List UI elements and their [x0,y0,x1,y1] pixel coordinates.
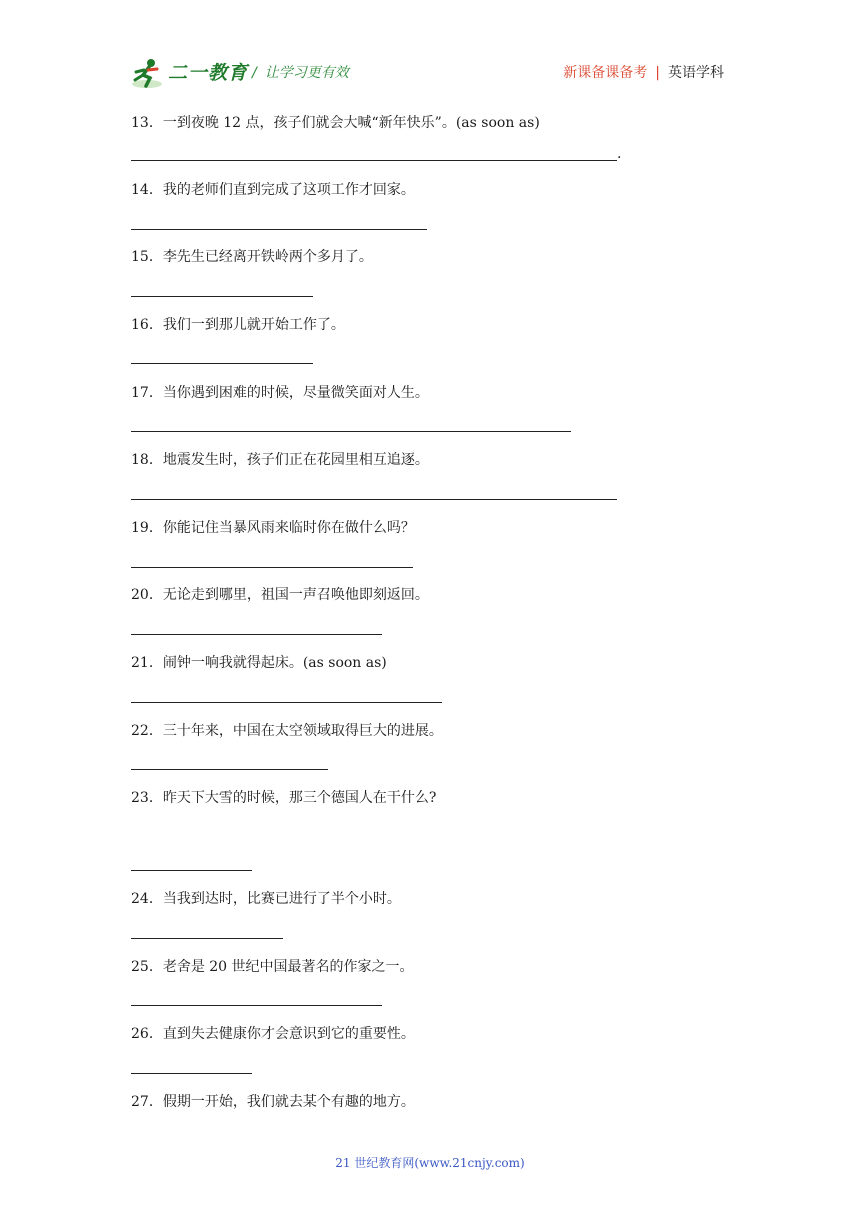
question-26 [131,1025,731,1043]
answer-line-24[interactable] [131,938,283,939]
question-text: 25．老舍是 20 世纪中国最著名的作家之一。 [131,959,414,975]
answer-line-22[interactable] [131,769,328,770]
question-23 [131,789,731,807]
logo-text: 二一教育 [168,62,249,84]
question-17 [131,384,731,402]
runner-logo-icon [130,56,164,90]
answer-line-26[interactable] [131,1073,252,1074]
question-24 [131,890,731,908]
question-text: 26．直到失去健康你才会意识到它的重要性。 [131,1026,415,1042]
answer-line-16[interactable] [131,363,313,364]
question-text: 16．我们一到那儿就开始工作了。 [131,317,345,333]
question-text: 15．李先生已经离开铁岭两个多月了。 [131,249,373,265]
question-text: 22．三十年来，中国在太空领域取得巨大的进展。 [131,723,443,739]
answer-end-mark: . [617,146,622,162]
question-25 [131,958,731,976]
question-text: 24．当我到达时，比赛已进行了半个小时。 [131,891,401,907]
question-18 [131,451,731,469]
question-19 [131,519,731,537]
question-13 [131,114,731,132]
question-21 [131,654,731,672]
subject-label: 英语学科 [668,65,724,81]
answer-line-25[interactable] [131,1005,382,1006]
answer-line-18[interactable] [131,499,617,500]
answer-line-14[interactable] [131,229,427,230]
question-text: 23．昨天下大雪的时候，那三个德国人在干什么? [131,790,437,806]
question-text: 14．我的老师们直到完成了这项工作才回家。 [131,182,415,198]
answer-line-17[interactable] [131,431,571,432]
page-header [0,0,860,100]
question-text: 21．闹钟一响我就得起床。(as soon as) [131,655,387,671]
question-text: 27．假期一开始，我们就去某个有趣的地方。 [131,1094,415,1110]
question-text: 19．你能记住当暴风雨来临时你在做什么吗？ [131,520,415,536]
answer-line-21[interactable] [131,702,442,703]
question-text: 20．无论走到哪里，祖国一声召唤他即刻返回。 [131,587,429,603]
exam-label: 新课备课备考 [563,65,648,81]
answer-line-20[interactable] [131,634,382,635]
answer-line-23[interactable] [131,870,252,871]
question-14 [131,181,731,199]
question-15 [131,248,731,266]
question-text: 13．一到夜晚 12 点，孩子们就会大喊“新年快乐”。(as soon as) [131,115,540,131]
page-footer: 21 世纪教育网(www.21cnjy.com) [335,1156,525,1170]
question-text: 17．当你遇到困难的时候，尽量微笑面对人生。 [131,385,429,401]
question-16 [131,316,731,334]
question-27 [131,1093,731,1111]
slash-divider: / [252,65,257,81]
answer-line-19[interactable] [131,567,413,568]
question-22 [131,722,731,740]
header-subject-area [563,62,724,82]
answer-line-15[interactable] [131,296,313,297]
header-separator: | [655,65,660,81]
question-20 [131,586,731,604]
slogan-text: 让学习更有效 [264,65,349,81]
slogan [252,62,349,82]
question-text: 18．地震发生时，孩子们正在花园里相互追逐。 [131,452,429,468]
answer-line-13[interactable] [131,160,617,161]
